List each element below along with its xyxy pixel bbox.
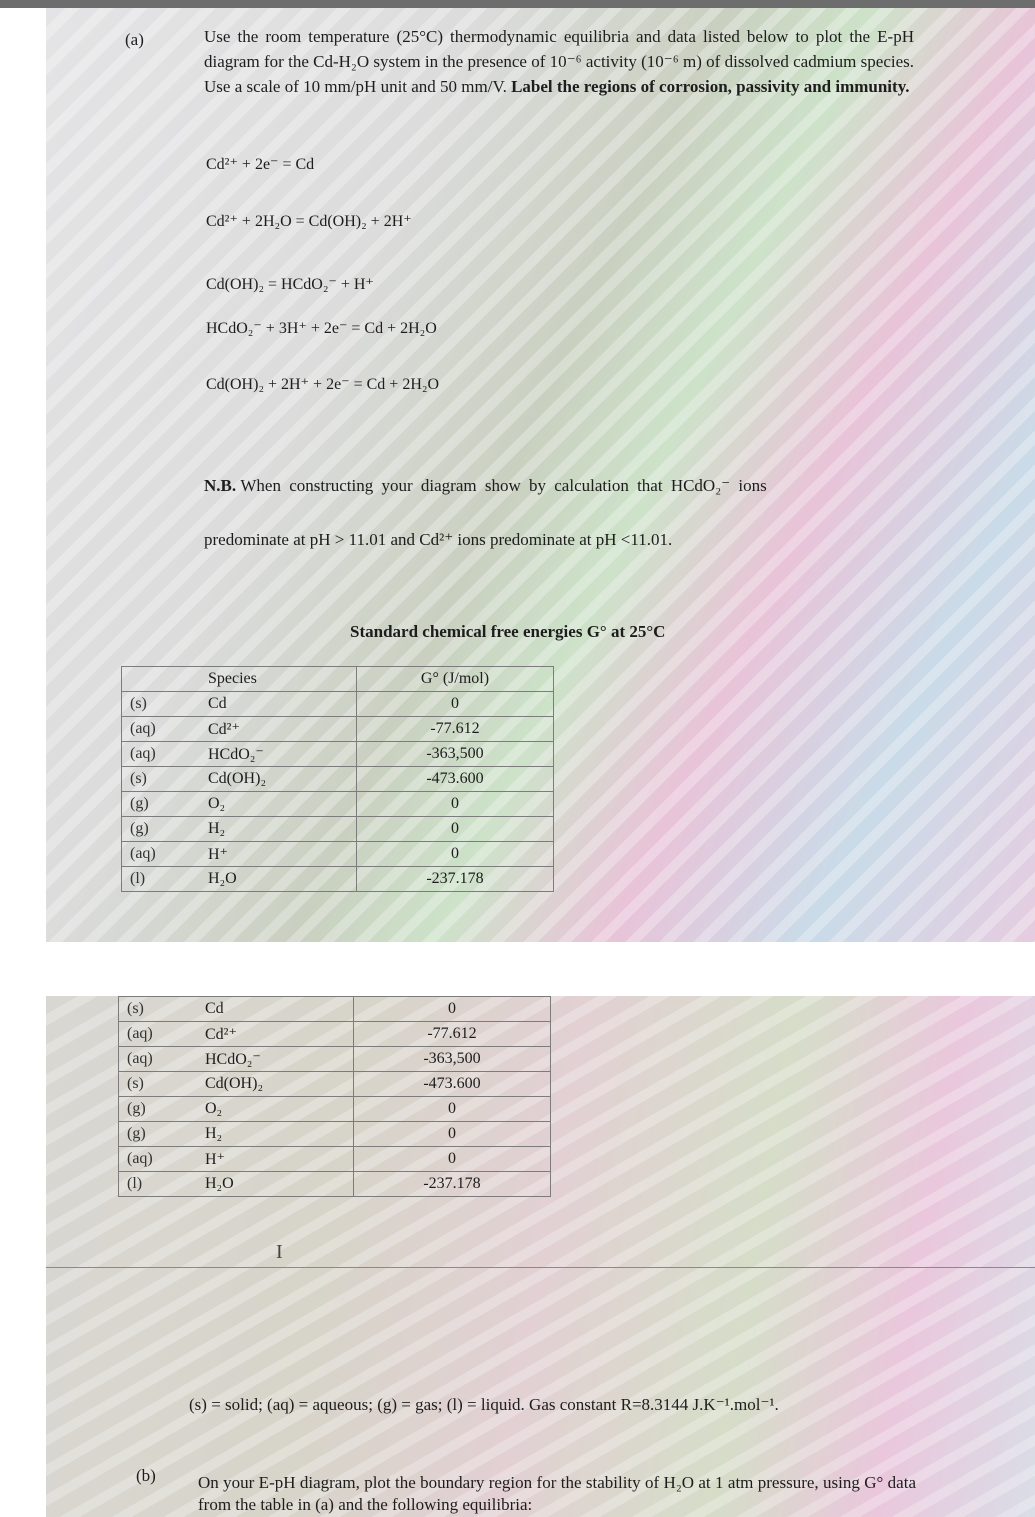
table-row	[122, 867, 554, 892]
part-a-label: (a)	[125, 30, 144, 49]
free-energy-table-repeat	[118, 996, 551, 1197]
row-free-energy: -237.178	[357, 867, 554, 892]
table-header-row	[122, 667, 554, 692]
row-free-energy: -473.600	[354, 1072, 551, 1097]
nb-line-1	[204, 476, 914, 496]
table-row	[119, 1172, 551, 1197]
row-free-energy: -77.612	[357, 717, 554, 742]
row-species: Cd²⁺	[197, 1022, 354, 1047]
row-free-energy: -77.612	[354, 1022, 551, 1047]
row-state: (aq)	[122, 842, 201, 867]
equilibrium-4: HCdO₂⁻ + 3H⁺ + 2e⁻ = Cd + 2H₂O	[206, 320, 437, 337]
instructions-text: Use the room temperature (25°C) thermodynamic equilibria and data listed below to plot the E-pH diagram for the Cd-H₂O system in the presence of 10⁻⁶ activity (10⁻⁶ m) of dissolved cadmium species. Use a scale of 10 mm/pH unit and 50 mm/V.	[204, 27, 914, 96]
divider-line	[46, 1267, 1035, 1268]
table-row	[119, 1022, 551, 1047]
table-row	[119, 1047, 551, 1072]
row-species: HCdO₂⁻	[197, 1047, 354, 1072]
question-sheet-photo-top	[46, 8, 1035, 942]
part-a-instructions	[204, 24, 914, 99]
row-species: O₂	[200, 792, 357, 817]
table-title: Standard chemical free energies G° at 25°C	[350, 622, 666, 641]
row-species: H⁺	[197, 1147, 354, 1172]
table-row	[119, 997, 551, 1022]
text-cursor-icon: I	[276, 1241, 283, 1263]
table-row	[122, 742, 554, 767]
table-row	[119, 1072, 551, 1097]
row-species: H₂O	[200, 867, 357, 892]
equilibrium-5: Cd(OH)₂ + 2H⁺ + 2e⁻ = Cd + 2H₂O	[206, 376, 440, 393]
table-row	[122, 792, 554, 817]
row-state: (s)	[122, 767, 201, 792]
table-body-bottom	[119, 997, 551, 1197]
question-sheet-photo-bottom	[46, 996, 1035, 1517]
row-species: Cd	[197, 997, 354, 1022]
row-state: (s)	[122, 692, 201, 717]
nb-text-1: When constructing your diagram show by calculation that HCdO₂⁻ ions	[240, 476, 767, 495]
row-state: (g)	[122, 817, 201, 842]
row-species: Cd	[200, 692, 357, 717]
row-state: (aq)	[119, 1047, 198, 1072]
header-g: G° (J/mol)	[357, 667, 554, 692]
row-state: (s)	[119, 1072, 198, 1097]
row-free-energy: 0	[354, 1147, 551, 1172]
header-species: Species	[200, 667, 357, 692]
top-border	[0, 0, 1035, 8]
instructions-bold: Label the regions of corrosion, passivity and immunity.	[511, 77, 910, 96]
row-species: H₂	[200, 817, 357, 842]
row-species: H₂O	[197, 1172, 354, 1197]
table-row	[122, 817, 554, 842]
nb-label: N.B.	[204, 476, 237, 495]
row-state: (aq)	[122, 717, 201, 742]
free-energy-table	[121, 666, 554, 892]
row-state: (g)	[122, 792, 201, 817]
nb-line-2: predominate at pH > 11.01 and Cd²⁺ ions predominate at pH <11.01.	[204, 530, 673, 549]
row-species: Cd(OH)₂	[200, 767, 357, 792]
row-free-energy: 0	[357, 842, 554, 867]
row-state: (g)	[119, 1097, 198, 1122]
row-free-energy: 0	[357, 692, 554, 717]
footnote: (s) = solid; (aq) = aqueous; (g) = gas; (l) = liquid. Gas constant R=8.3144 J.K⁻¹.mol⁻¹.	[189, 1395, 779, 1414]
row-species: H⁺	[200, 842, 357, 867]
row-species: Cd²⁺	[200, 717, 357, 742]
row-free-energy: 0	[354, 1097, 551, 1122]
table-row	[122, 717, 554, 742]
table-row	[119, 1122, 551, 1147]
table-row	[119, 1097, 551, 1122]
row-free-energy: -363,500	[357, 742, 554, 767]
row-state: (aq)	[119, 1022, 198, 1047]
table-body-top	[122, 692, 554, 892]
equilibrium-2: Cd²⁺ + 2H₂O = Cd(OH)₂ + 2H⁺	[206, 213, 412, 230]
row-species: O₂	[197, 1097, 354, 1122]
row-state: (s)	[119, 997, 198, 1022]
row-species: HCdO₂⁻	[200, 742, 357, 767]
part-b-label: (b)	[136, 1466, 156, 1485]
table-row	[122, 767, 554, 792]
row-free-energy: -237.178	[354, 1172, 551, 1197]
row-state: (aq)	[122, 742, 201, 767]
row-species: Cd(OH)₂	[197, 1072, 354, 1097]
row-state: (l)	[119, 1172, 198, 1197]
table-row	[119, 1147, 551, 1172]
row-free-energy: 0	[354, 997, 551, 1022]
row-free-energy: 0	[354, 1122, 551, 1147]
row-free-energy: -363,500	[354, 1047, 551, 1072]
table-row	[122, 692, 554, 717]
row-state: (g)	[119, 1122, 198, 1147]
equilibrium-1: Cd²⁺ + 2e⁻ = Cd	[206, 156, 315, 173]
row-state: (aq)	[119, 1147, 198, 1172]
table-row	[122, 842, 554, 867]
row-species: H₂	[197, 1122, 354, 1147]
row-free-energy: 0	[357, 792, 554, 817]
part-b-text: On your E-pH diagram, plot the boundary region for the stability of H₂O at 1 atm pressure, using G° data from the table in (a) and the following equilibria:	[198, 1473, 916, 1514]
row-free-energy: -473.600	[357, 767, 554, 792]
row-state: (l)	[122, 867, 201, 892]
equilibrium-3: Cd(OH)₂ = HCdO₂⁻ + H⁺	[206, 276, 374, 293]
row-free-energy: 0	[357, 817, 554, 842]
